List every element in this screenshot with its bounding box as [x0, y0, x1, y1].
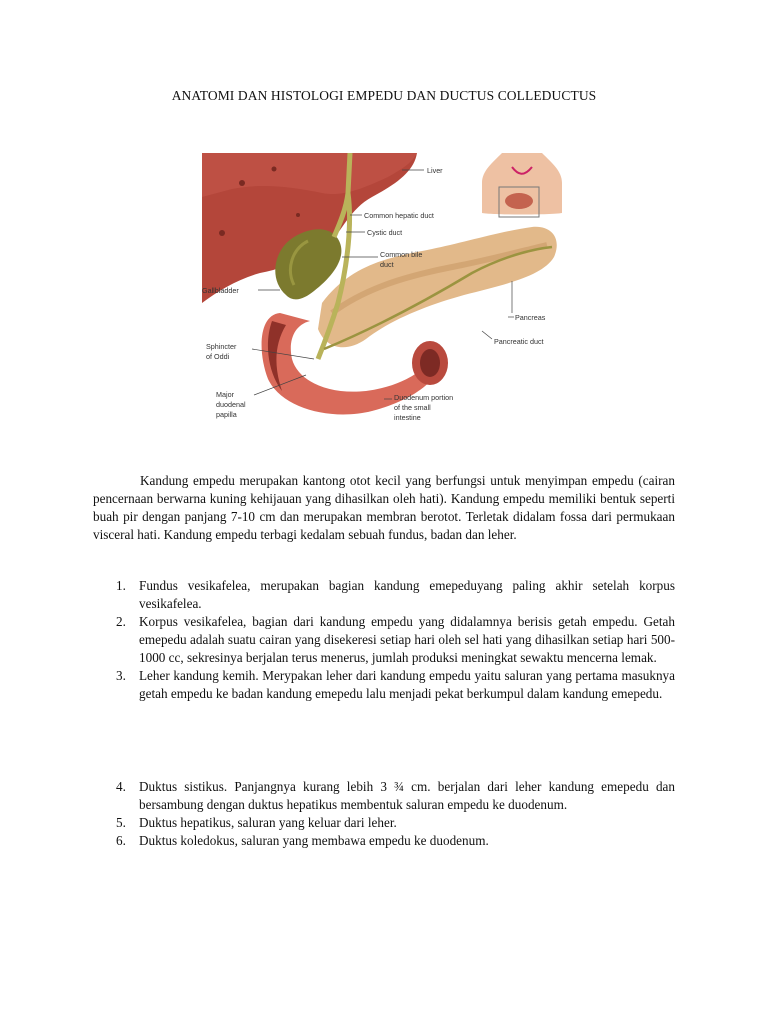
- list-item: 5. Duktus hepatikus, saluran yang keluar dari leher.: [116, 815, 397, 830]
- label-papilla-2: duodenal: [216, 400, 246, 409]
- list-item: 6. Duktus koledokus, saluran yang membawa empedu ke duodenum.: [116, 833, 489, 848]
- label-gallbladder: Gallbladder: [202, 286, 239, 295]
- label-pancreatic-duct: Pancreatic duct: [494, 337, 544, 346]
- gallbladder-parts-list: [93, 577, 675, 703]
- label-duodenum-3: intestine: [394, 413, 421, 422]
- list-item: 4. Duktus sistikus. Panjangnya kurang lebih 3 ¾ cm. berjalan dari leher kandung emepedu dan bersambung dengan duktus hepatikus membentuk saluran empedu ke duodenum.: [116, 779, 675, 812]
- page-title: ANATOMI DAN HISTOLOGI EMPEDU DAN DUCTUS COLLEDUCTUS: [171, 88, 597, 103]
- list-item: 2. Korpus vesikafelea, bagian dari kandung empedu yang didalamnya berisis getah empedu. Getah emepedu adalah suatu cairan yang disekeresi setiap hari oleh sel hati yang dihasilkan setiap hari 500-1000 cc, sekresinya berjalan terus menerus, jumlah produksi meningkat sewaktu mencerna lemak.: [116, 614, 675, 665]
- label-common-bile-duct: Common bile: [380, 250, 423, 259]
- label-common-hepatic-duct: Common hepatic duct: [364, 211, 434, 220]
- intro-paragraph: Kandung empedu merupakan kantong otot kecil yang berfungsi untuk menyimpan empedu (cairan pencernaan berwarna kuning kehijauan yang dihasilkan oleh hati). Kandung empedu memiliki bentuk seperti buah pir dengan panjang 7-10 cm dan merupakan membran berotot. Terletak didalam fossa dari permukaan visceral hati. Kandung empedu terbagi kedalam sebuah fundus, badan dan leher.: [93, 473, 675, 542]
- label-cystic-duct: Cystic duct: [367, 228, 403, 237]
- label-papilla-3: papilla: [216, 410, 237, 419]
- label-papilla: Major: [216, 390, 234, 399]
- label-common-bile-duct-2: duct: [380, 260, 394, 269]
- label-pancreas: Pancreas: [515, 313, 546, 322]
- list-item: 1. Fundus vesikafelea, merupakan bagian kandung emepeduyang paling akhir setelah korpus vesikafelea.: [116, 578, 675, 611]
- list-item: 3. Leher kandung kemih. Merypakan leher dari kandung empedu yaitu saluran yang pertama masuknya getah empedu ke badan kandung emepedu lalu menjadi pekat berkumpul dalam kandung emepedu.: [116, 668, 675, 701]
- label-duodenum-2: of the small: [394, 403, 431, 412]
- label-liver: Liver: [427, 166, 443, 175]
- label-duodenum: Duodenum portion: [394, 393, 454, 402]
- ducts-list: [93, 778, 675, 850]
- label-sphincter-2: of Oddi: [206, 352, 230, 361]
- torso-inset: [482, 153, 562, 217]
- anatomy-illustration: [202, 153, 564, 430]
- label-sphincter: Sphincter: [206, 342, 237, 351]
